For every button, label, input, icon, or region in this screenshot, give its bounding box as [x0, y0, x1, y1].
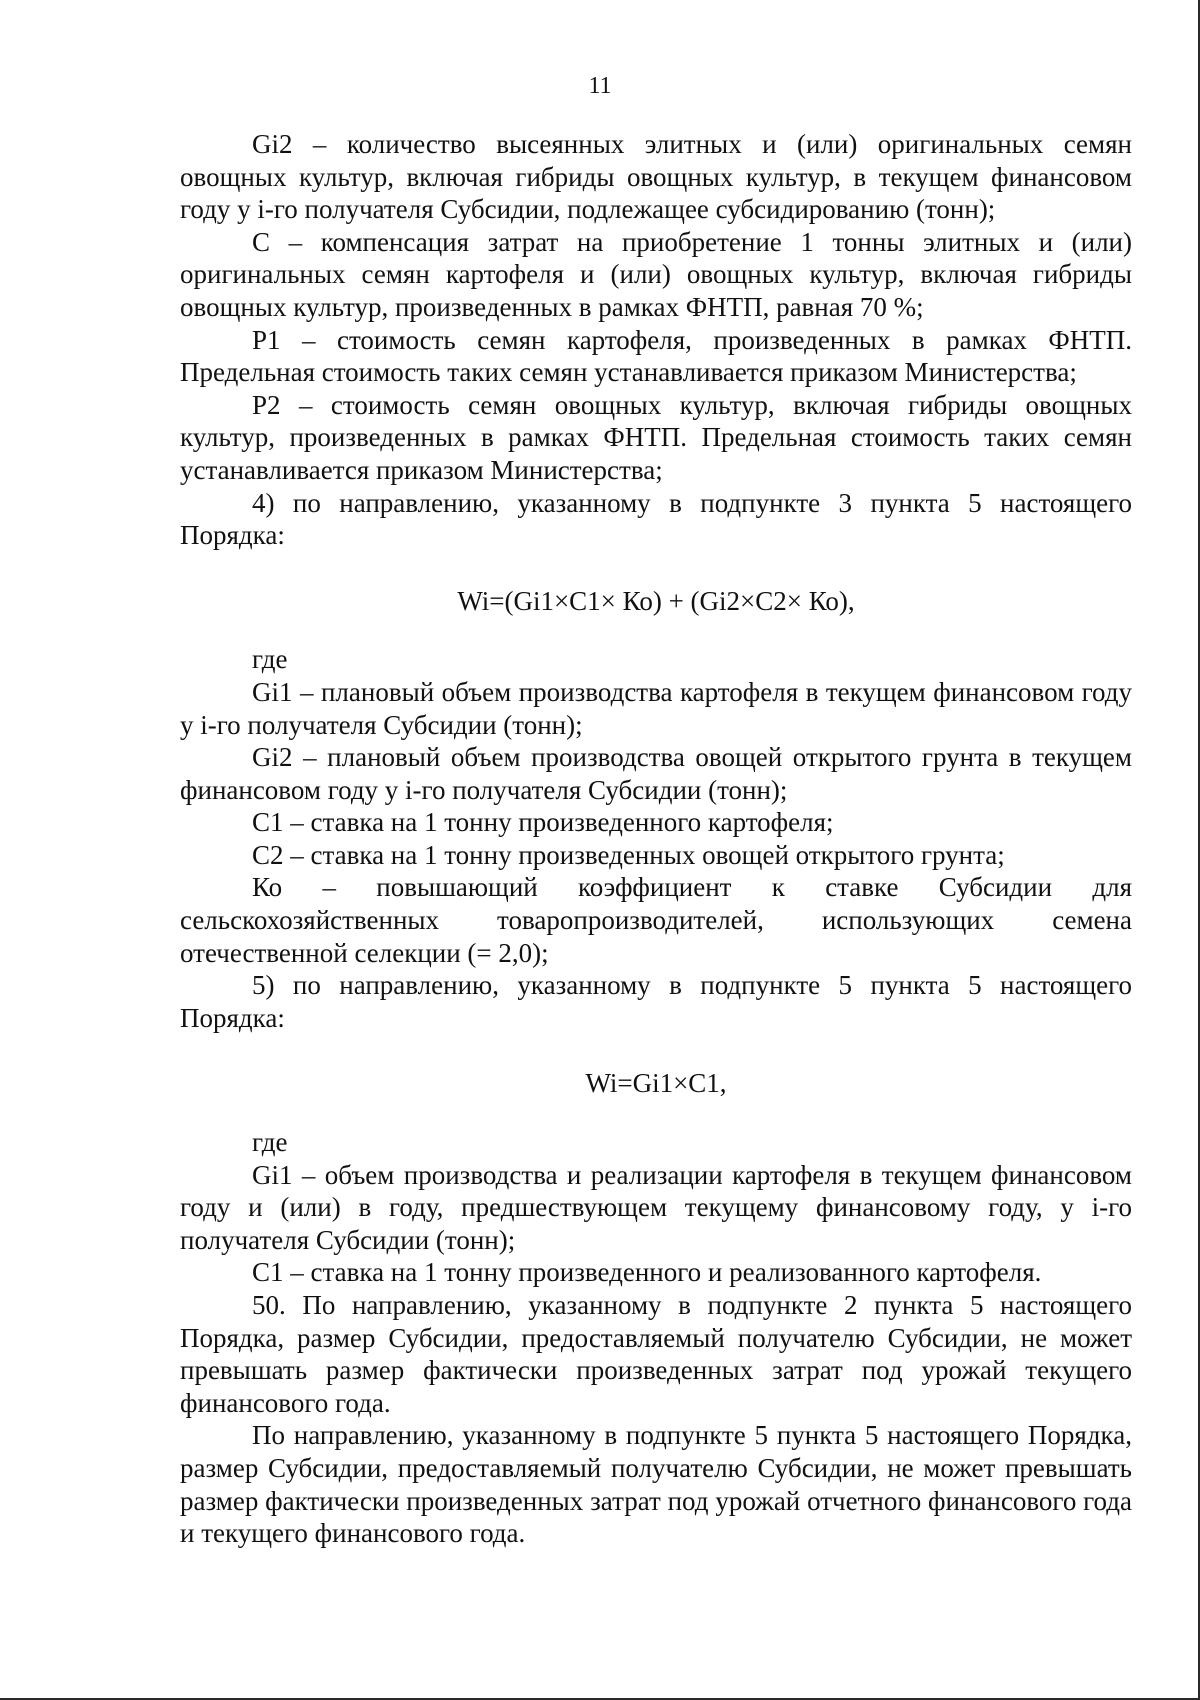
paragraph-gi1-potato-volume: Gi1 – плановый объем производства картофеля в текущем финансовом году у i-го получателя Субсидии (тонн); [180, 676, 1132, 740]
page-number: 11 [588, 73, 612, 99]
paragraph-item-4: 4) по направлению, указанному в подпункте 3 пункта 5 настоящего Порядка: [180, 487, 1132, 551]
where-label-2: где [252, 1127, 288, 1158]
paragraph-p1-potato-cost: Р1 – стоимость семян картофеля, произведенных в рамках ФНТП. Предельная стоимость таких семян устанавливается приказом Министерства; [180, 324, 1132, 388]
paragraph-gi1-sales-volume: Gi1 – объем производства и реализации картофеля в текущем финансовом году и (или) в году, предшествующем текущему финансовому году, у i-го получателя Субсидии (тонн); [180, 1159, 1132, 1255]
paragraph-c-compensation: С – компенсация затрат на приобретение 1 тонны элитных и (или) оригинальных семян картофеля и (или) овощных культур, включая гибриды овощных культур, произведенных в рамках ФНТП, равная 70 %; [180, 226, 1132, 322]
document-body [180, 128, 1132, 1550]
paragraph-item-5-limit: По направлению, указанному в подпункте 5 пункта 5 настоящего Порядка, размер Субсидии, предоставляемый получателю Субсидии, не может превышать размер фактически произведенных затрат под урожай отчетного финансового года и текущего финансового года. [180, 1420, 1132, 1549]
paragraph-gi2-vegetable-volume: Gi2 – плановый объем производства овощей открытого грунта в текущем финансовом году у i-го получателя Субсидии (тонн); [180, 742, 1132, 805]
paragraph-c1-rate: С1 – ставка на 1 тонну произведенного картофеля; [252, 807, 834, 838]
paragraph-item-5: 5) по направлению, указанному в подпункте 5 пункта 5 настоящего Порядка: [180, 970, 1132, 1033]
paragraph-c1-sales-rate: С1 – ставка на 1 тонну произведенного и реализованного картофеля. [252, 1257, 1042, 1288]
paragraph-ko-coefficient: Ко – повышающий коэффициент к ставке Субсидии для сельскохозяйственных товаропроизводителей, использующих семена отечественной селекции (= 2,0); [180, 872, 1132, 968]
formula-item-5: Wi=Gi1×С1, [585, 1068, 727, 1099]
paragraph-gi2-seeds: Gi2 – количество высеянных элитных и (или) оригинальных семян овощных культур, включая гибриды овощных культур, в текущем финансовом году у i-го получателя Субсидии, подлежащее субсидированию (тонн); [180, 129, 1132, 225]
formula-item-4: Wi=(Gi1×С1× Ко) + (Gi2×С2× Ко), [457, 585, 855, 616]
paragraph-c2-rate: С2 – ставка на 1 тонну произведенных овощей открытого грунта; [252, 839, 1005, 870]
paragraph-50: 50. По направлению, указанному в подпункте 2 пункта 5 настоящего Порядка, размер Субсидии, предоставляемый получателю Субсидии, не может превышать размер фактически произведенных затрат под урожай текущего финансового года. [180, 1290, 1132, 1418]
paragraph-p2-vegetable-cost: Р2 – стоимость семян овощных культур, включая гибриды овощных культур, произведенных в рамках ФНТП. Предельная стоимость таких семян устанавливается приказом Министерства; [180, 389, 1132, 485]
where-label-1: где [252, 644, 288, 675]
